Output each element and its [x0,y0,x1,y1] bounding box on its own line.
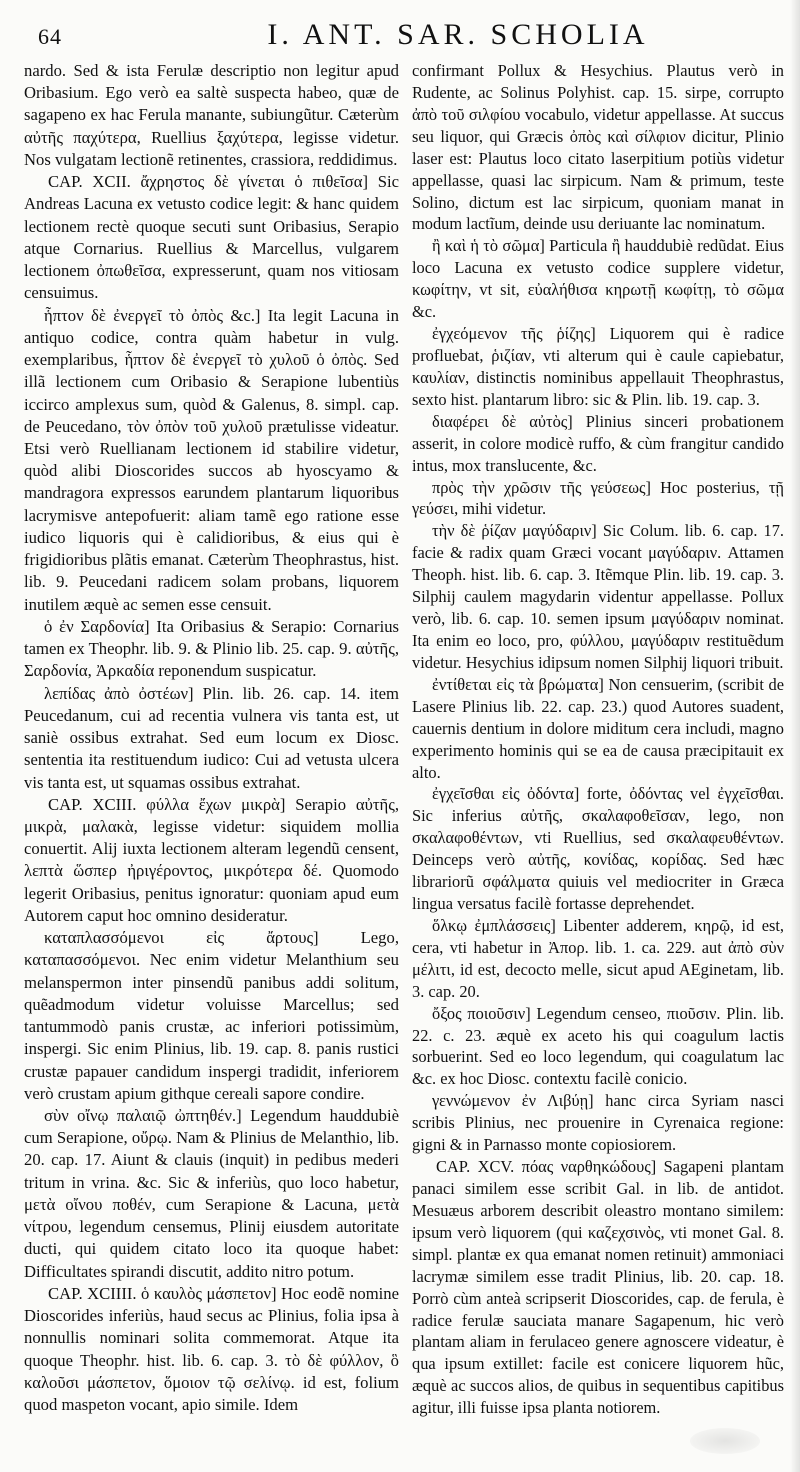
running-title: I. ANT. SAR. SCHOLIA [267,18,649,51]
paragraph-left-4: ὁ ἐν Σαρδονία] Ita Oribasius & Serapio: Cornarius tamen ex Theophr. lib. 9. & Plinio lib. 25. cap. 9. αὐτῆς, Σαρδονία, Ἀρκαδία reponendum suspicatur. [24,616,399,681]
page-header [28,18,772,58]
paragraph-left-8: σὺν οἴνῳ παλαιῷ ὠπτηθέν.] Legendum hauddubiè cum Serapione, οὔρῳ. Nam & Plinius de Melanthio, lib. 20. cap. 17. Aiunt & clauis (inquit) in pedibus mederi tritum in vrina. &c. Sic & inferiùs, quo loco habetur, μετὰ οἴνου ποθέν, cum Serapione & Lacuna, μετὰ νίτρου, legendum censemus, Plinij eiusdem autoritate ducti, qui quidem citato loco ita quoque habet: Difficultates spirandi discutit, addito nitro potum. [24,1106,399,1281]
page-number: 64 [38,24,62,49]
paragraph-right-1: confirmant Pollux & Hesychius. Plautus verò in Rudente, ac Solinus Polyhist. cap. 15. sirpe, corrupto ἀπὸ τοῦ σιλφίου vocabulo, videtur appellasse. At succus seu liquor, qui Græcis ὀπὸς καὶ σίλφιον dicitur, Plinio laser est: Plautus loco citato laserpitium potiùs videtur appellasse, quasi lac sirpicum. Nam & primum, teste Solino, dictum est lac sirpicum, quoniam manat in modum lactĩum, deinde usu deriuante lac nominatum. [412,61,784,234]
paragraph-right-5: πρὸς τὴν χρῶσιν τῆς γεύσεως] Hoc posterius, τῇ γεύσει, mihi videtur. [412,477,784,519]
ink-smudge [690,1428,760,1454]
paragraph-left-7: καταπλασσόμενοι εἰς ἄρτους] Lego, καταπασσόμενοι. Nec enim videtur Melanthium seu melanspermon inter pinsendũ panibus addi solitum, quẽadmodum videtur voluisse Marcellus; sed tantummodò panis crustæ, ac inferiori potissimùm, inspergi. Sic enim Plinius, lib. 19. cap. 8. panis rustici crustæ papauer candidum inspergi tradidit, inferiorem verò crustam apium githque cereali sapore condire. [24,928,399,1103]
paragraph-right-8: ἐγχεῖσθαι εἰς ὀδόντα] forte, ὀδόντας vel ἐγχεῖσθαι. Sic inferius αὐτῆς, σκαλαφοθεῖσαν, lego, non σκαλαφοθέντων, vti Ruellius, sed σκαλαφευθέντων. Deinceps verò αὐτῆς, κονίδας, κορίδας. Sed hæc librariorũ σφάλματα quiuis vel mediocriter in Græca lingua versatus facilè fortasse deprehendet. [412,784,784,914]
paragraph-right-2: ἢ καὶ ἡ τὸ σῶμα] Particula ἢ hauddubiè redũdat. Eius loco Lacuna ex vetusto codice supplere videtur, κωφίτην, vt sit, εὐαλήθισα κηρωτῇ κωφίτῃ, τὸ σῶμα &c. [412,236,784,322]
paragraph-left-2: CAP. XCII. ἄχρηστος δὲ γίνεται ὁ πιθεῖσα] Sic Andreas Lacuna ex vetusto codice legit: & hanc quidem lectionem rectè quoque secuti sunt Oribasius, Serapio atque Cornarius. Ruellius & Marcellus, vulgarem lectionem ὀπωθεῖσα, expresserunt, quam nos vitiosam censuimus. [24,172,399,303]
paragraph-right-4: διαφέρει δὲ αὐτὸς] Plinius sinceri probationem asserit, in colore modicè ruffo, & cùm frangitur candido intus, mox translucente, &c. [412,411,784,475]
left-column [24,60,399,1416]
paragraph-left-6: CAP. XCIII. φύλλα ἔχων μικρὰ] Serapio αὐτῆς, μικρὰ, μαλακὰ, legisse videtur: siquidem mollia conuertit. Alij iuxta lectionem alteram legendũ censent, λεπτὰ ὥσπερ ἠριγέροντος, μικρότερα δέ. Quomodo legerit Oribasius, penitus ignoratur: quoniam apud eum Autorem caput hoc omnino desideratur. [24,794,399,925]
paragraph-left-9: CAP. XCIIII. ὁ καυλὸς μάσπετον] Hoc eodẽ nomine Dioscorides inferiùs, haud secus ac Plinius, folia ipsa à nonnullis nominari solita commemorat. Atque ita quoque Theophr. hist. lib. 6. cap. 3. τὸ δὲ φύλλον, ὃ καλοῦσι μάσπετον, ὅμοιον τῷ σελίνῳ. id est, folium quod maspeton vocant, apio simile. Idem [24,1283,399,1415]
paragraph-left-1: nardo. Sed & ista Ferulæ descriptio non legitur apud Oribasium. Ego verò ea saltè suspecta habeo, quæ de sagapeno ex hac Ferula manante, subiungũtur. Cæterùm αὐτῆς παχύτερα, Ruellius ξαχύτερα, legisse videtur. Nos vulgatam lectionẽ retinentes, crassiora, reddidimus. [24,61,399,169]
paragraph-right-12: CAP. XCV. πόας ναρθηκώδους] Sagapeni plantam panaci similem esse scribit Gal. in lib. de antidot. Mesuæus arborem describit oleastro montano similem: ipsum verò liquorem (qui καζεχσινὸς, vti monet Gal. 8. simpl. plantæ ex qua emanat nomen retinuit) ammoniaci lacrymæ similem esse tradit Plinius, lib. 20. cap. 18. Porrò cùm anteà scripserit Dioscorides, cap. de ferula, è radice ferulæ sauciata manare Sagapenum, hic verò plantam aliam in ferulaceo genere agnoscere videatur, è qua ipsum extillet: facile est conicere liquorem hũc, æquè ac succos alios, de quibus in sequentibus capitibus agitur, illi fuisse ipsa planta notiorem. [412,1157,784,1418]
paragraph-right-7: ἐντίθεται εἰς τὰ βρώματα] Non censuerim, (scribit de Lasere Plinius lib. 22. cap. 23.) quod Autores suadent, cauernis dentium in dolore miditum cera includi, magno experimento hominis qui se ea de causa præcipitauit ex alto. [412,674,784,782]
paragraph-left-5: λεπίδας ἀπὸ ὀστέων] Plin. lib. 26. cap. 14. item Peucedanum, cui ad recentia vulnera vis tanta est, ut saniè ossibus extrahat. Sed eum locum ex Diosc. sententia ita restituendum iudico: Cui ad vetusta ulcera vis tanta est, ut squamas ossibus extrahat. [24,683,399,792]
paragraph-right-11: γεννώμενον ἐν Λιβύῃ] hanc circa Syriam nasci scribis Plinius, nec prouenire in Cyrenaica regione: gigni & in Parnasso monte copiosiorem. [412,1091,784,1155]
page-edge-shadow [790,0,800,1472]
paragraph-right-10: ὄξος ποιοῦσιν] Legendum censeo, πιοῦσιν. Plin. lib. 22. c. 23. æquè ex aceto his qui coagulum lactis sorbuerint. Sed eo loco legendum, qui coagulatum lac &c. ex hoc Diosc. contextu facilè conicio. [412,1003,784,1089]
paragraph-left-3: ἧπτον δὲ ἐνεργεῖ τὸ ὀπὸς &c.] Ita legit Lacuna in antiquo codice, contra quàm habetur in vulg. exemplaribus, ἧπτον δὲ ἐνεργεῖ τὸ χυλοῦ ὁ ὀπὸς. Sed illã lectionem cum Oribasio & Serapione lubentiùs iccirco amplexus sum, quòd & Galenus, 8. simpl. cap. de Peucedano, τὸν ὀπὸν τοῦ χυλοῦ prætulisse videatur. Etsi verò Ruellianam lectionem id stabilire videtur, quòd alibi Dioscorides succos ab hyoscyamo & mandragora expressos earundem plantarum liquoribus lacrymisve antepofuerit: aliam tamẽ ego ratione esse iudico liquoris qui è calidioribus, & eius qui è frigidioribus plãtis emanat. Cæterùm Theophrastus, hist. lib. 9. Peucedani radicem solam probans, liquorem inutilem æquè ac semen esse censuit. [24,305,399,614]
paragraph-right-3: ἐγχεόμενον τῆς ῥίζης] Liquorem qui è radice profluebat, ῥιζίαν, vti alterum qui è caule capiebatur, καυλίαν, distinctis nominibus appellauit Theophrastus, sexto hist. plantarum libro: sic & Plin. lib. 19. cap. 3. [412,324,784,409]
paragraph-right-6: τὴν δὲ ῥίζαν μαγύδαριν] Sic Colum. lib. 6. cap. 17. facie & radix quam Græci vocant μαγύδαριν. Attamen Theoph. hist. lib. 6. cap. 3. Itẽmque Plin. lib. 19. cap. 3. Silphij caulem magydarin videntur appellasse. Pollux verò, lib. 6. cap. 10. semen ipsum μαγύδαριν nominat. Ita enim eo loco, pro, φύλλου, μαγύδαριν restituẽdum videtur. Hesychius idipsum nomen Silphij liquori tribuit. [412,521,784,672]
right-column [412,60,784,1419]
paragraph-right-9: ὅλκῳ ἐμπλάσσεις] Libenter adderem, κηρῷ, id est, cera, vti habetur in Ἀπορ. lib. 1. ca. 229. aut ἀπὸ σὺν μέλιτι, id est, decocto melle, sicut apud AEginetam, lib. 3. cap. 20. [412,915,784,1001]
